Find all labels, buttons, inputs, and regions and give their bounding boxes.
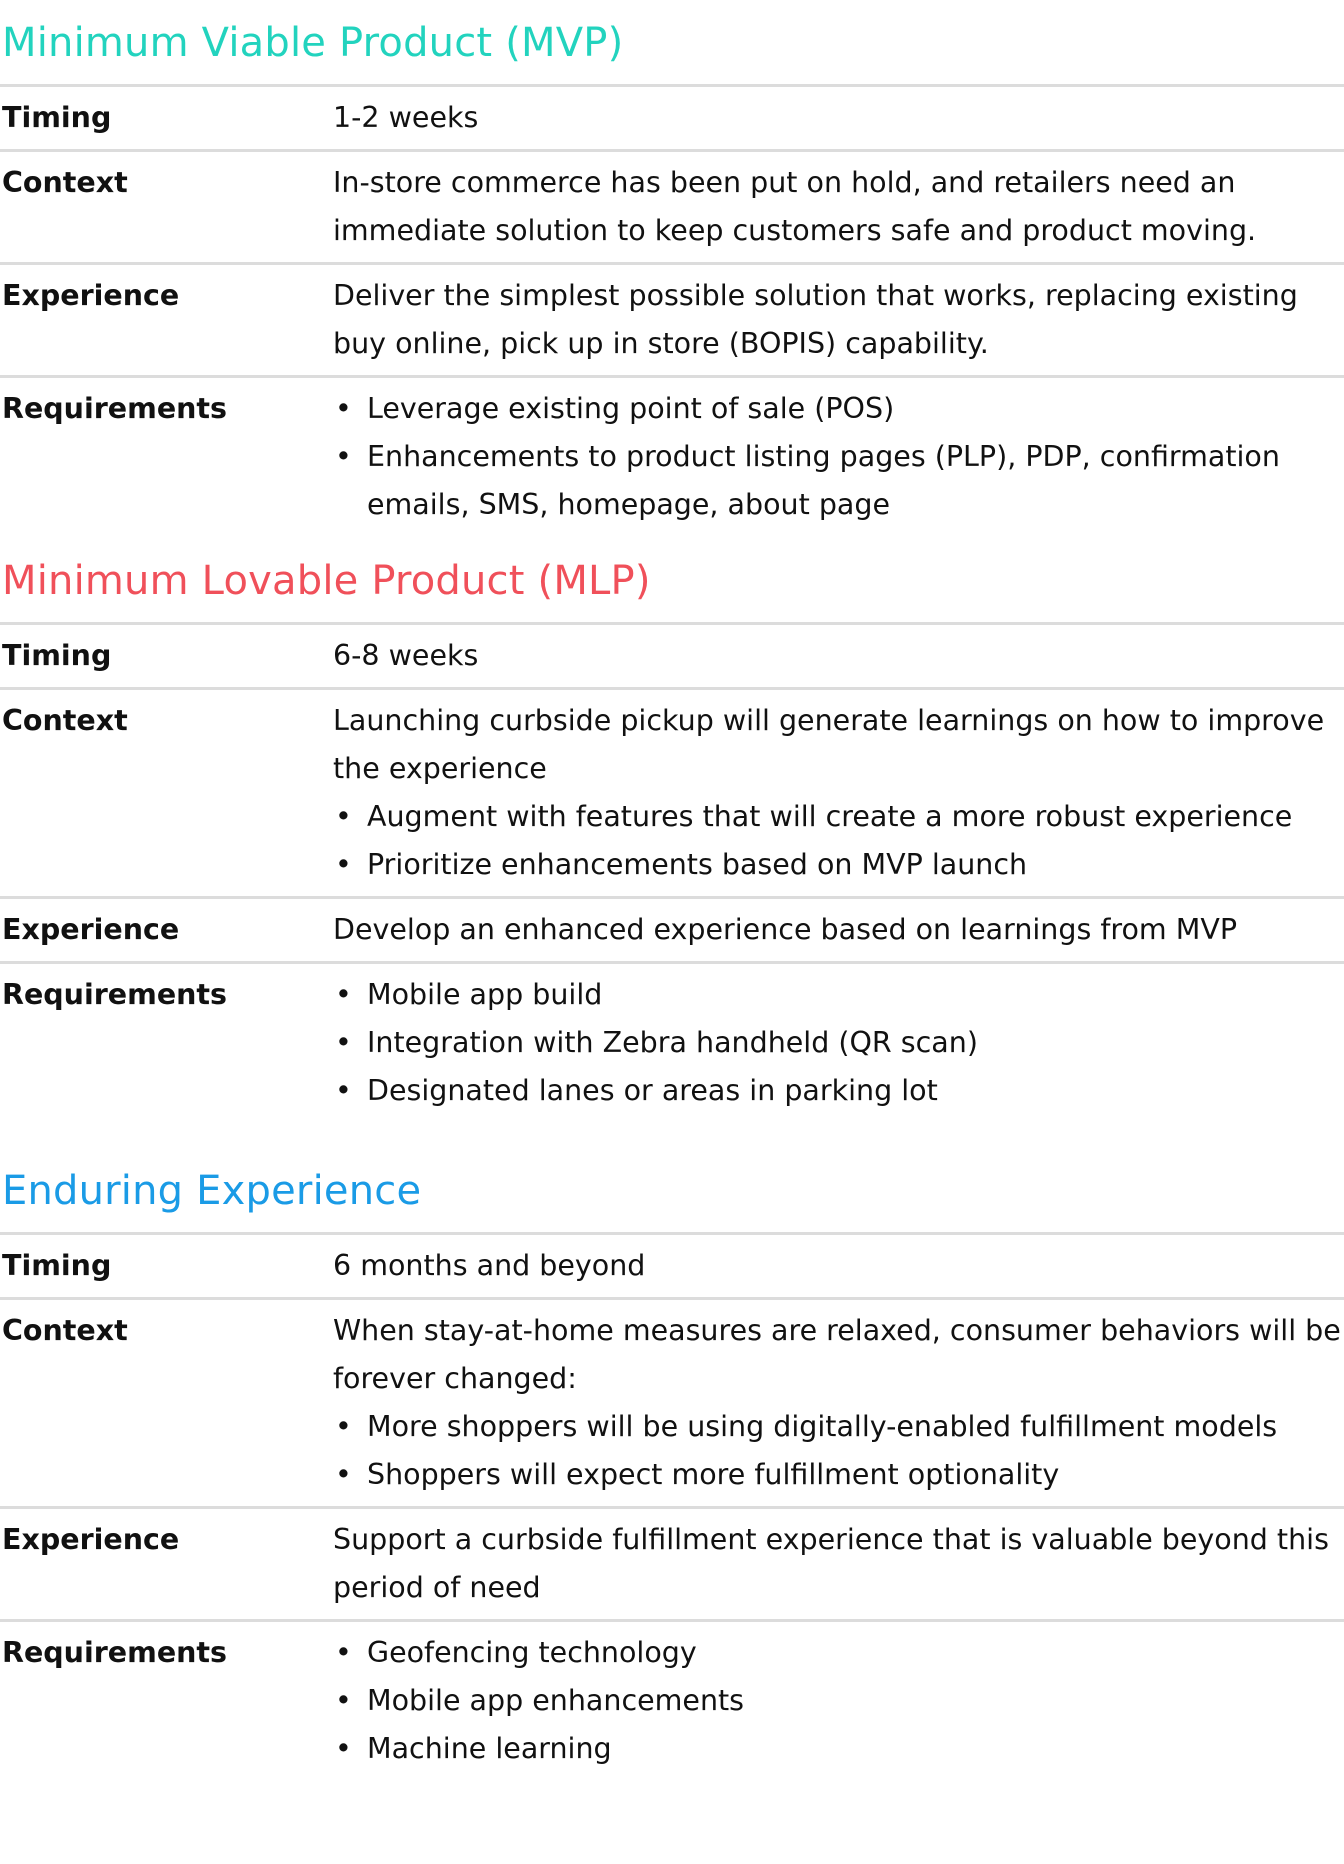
enduring-timing-row (0, 1234, 1344, 1299)
list-item: • Integration with Zebra handheld (QR scan) (333, 1019, 1344, 1067)
mlp-context-label: Context (2, 704, 128, 737)
enduring-timing-label: Timing (2, 1249, 112, 1282)
mlp-table (0, 622, 1344, 1122)
enduring-requirements-row (0, 1621, 1344, 1781)
enduring-experience-value: Support a curbside fulfillment experience that is valuable beyond this period of need (333, 1523, 1329, 1604)
list-item: • Shoppers will expect more fulfillment optionality (333, 1451, 1344, 1499)
enduring-context-label: Context (2, 1314, 128, 1347)
enduring-context-list (333, 1403, 1344, 1499)
mlp-requirements-value (333, 963, 1344, 1123)
enduring-requirements-list (333, 1629, 1344, 1773)
list-item: • Enhancements to product listing pages (PLP), PDP, confirmation emails, SMS, homepage, about page (333, 433, 1344, 529)
mlp-requirements-list (333, 971, 1344, 1115)
mvp-timing-value: 1-2 weeks (333, 101, 479, 134)
mvp-timing-label: Timing (2, 101, 112, 134)
enduring-requirements-label: Requirements (2, 1636, 228, 1669)
mvp-context-row (0, 151, 1344, 264)
enduring-title: Enduring Experience (2, 1168, 422, 1214)
mvp-requirements-value (333, 377, 1344, 537)
enduring-timing-value: 6 months and beyond (333, 1249, 646, 1282)
mlp-context-row (0, 689, 1344, 898)
enduring-section (0, 1122, 1344, 1780)
mvp-title: Minimum Viable Product (MVP) (2, 20, 624, 66)
mvp-experience-label: Experience (2, 279, 180, 312)
mvp-context-value: In-store commerce has been put on hold, and retailers need an immediate solution to keep customers safe and product moving. (333, 166, 1257, 247)
enduring-context-value (333, 1299, 1344, 1508)
mlp-timing-value: 6-8 weeks (333, 639, 479, 672)
mvp-context-label: Context (2, 166, 128, 199)
enduring-experience-label: Experience (2, 1523, 180, 1556)
mlp-timing-row (0, 624, 1344, 689)
mlp-context-text: Launching curbside pickup will generate learnings on how to improve the experience (333, 704, 1325, 785)
mlp-context-value (333, 689, 1344, 898)
mlp-experience-value: Develop an enhanced experience based on learnings from MVP (333, 913, 1238, 946)
mlp-timing-label: Timing (2, 639, 112, 672)
mlp-context-list (333, 793, 1344, 889)
list-item: • Augment with features that will create a more robust experience (333, 793, 1344, 841)
enduring-experience-row (0, 1508, 1344, 1621)
mvp-experience-row (0, 264, 1344, 377)
mvp-requirements-label: Requirements (2, 392, 228, 425)
list-item: • Geofencing technology (333, 1629, 1344, 1677)
enduring-context-text: When stay-at-home measures are relaxed, consumer behaviors will be forever changed: (333, 1314, 1341, 1395)
list-item: • Leverage existing point of sale (POS) (333, 385, 1344, 433)
mvp-timing-row (0, 86, 1344, 151)
list-item: • Prioritize enhancements based on MVP launch (333, 841, 1344, 889)
list-item: • Designated lanes or areas in parking lot (333, 1067, 1344, 1115)
enduring-table (0, 1232, 1344, 1780)
mvp-table (0, 84, 1344, 536)
mvp-section (0, 0, 1344, 536)
list-item: • Mobile app enhancements (333, 1677, 1344, 1725)
mlp-requirements-label: Requirements (2, 978, 228, 1011)
mlp-title: Minimum Lovable Product (MLP) (2, 558, 651, 604)
mlp-section (0, 536, 1344, 1122)
mlp-experience-label: Experience (2, 913, 180, 946)
enduring-requirements-value (333, 1621, 1344, 1781)
list-item: • Mobile app build (333, 971, 1344, 1019)
mvp-requirements-list (333, 385, 1344, 529)
list-item: • Machine learning (333, 1725, 1344, 1773)
mlp-experience-row (0, 898, 1344, 963)
enduring-context-row (0, 1299, 1344, 1508)
mvp-requirements-row (0, 377, 1344, 537)
list-item: • More shoppers will be using digitally-enabled fulfillment models (333, 1403, 1344, 1451)
mvp-experience-value: Deliver the simplest possible solution that works, replacing existing buy online, pick up in store (BOPIS) capability. (333, 279, 1298, 360)
mlp-requirements-row (0, 963, 1344, 1123)
